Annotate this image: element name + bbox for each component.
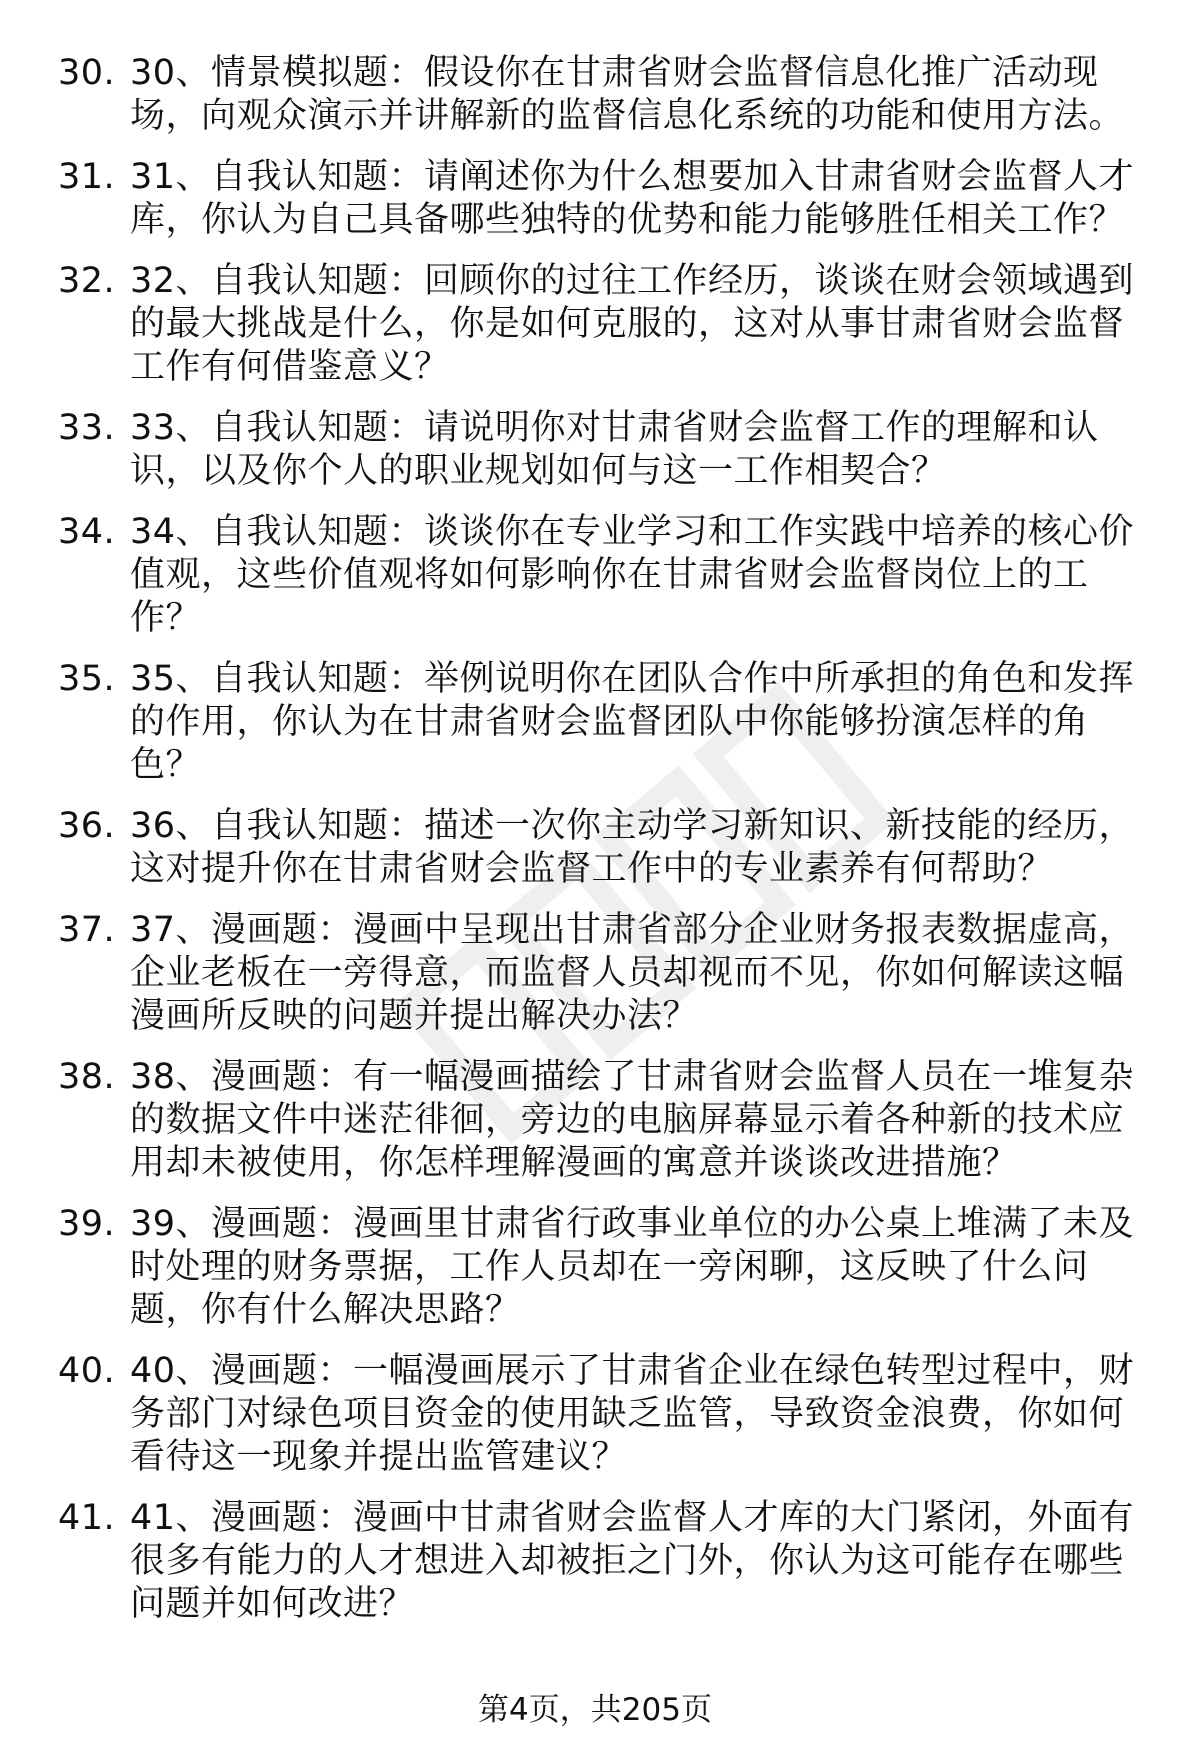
question-number: 40.: [58, 1351, 116, 1391]
question-item: [0, 52, 1190, 138]
question-text: 40、漫画题：一幅漫画展示了甘肃省企业在绿色转型过程中，财务部门对绿色项目资金的使用缺乏监管，导致资金浪费，你如何看待这一现象并提出监管建议？: [130, 1351, 1135, 1477]
question-text: 36、自我认知题：描述一次你主动学习新知识、新技能的经历，这对提升你在甘肃省财会监督工作中的专业素养有何帮助？: [130, 806, 1135, 889]
question-number: 41.: [58, 1498, 116, 1538]
question-text: 32、自我认知题：回顾你的过往工作经历，谈谈在财会领域遇到的最大挑战是什么，你是如何克服的，这对从事甘肃省财会监督工作有何借鉴意义？: [130, 261, 1135, 387]
question-number: 37.: [58, 910, 116, 950]
question-item: [0, 156, 1190, 242]
question-number: 32.: [58, 261, 116, 301]
question-number: 39.: [58, 1204, 116, 1244]
question-item: [0, 1203, 1190, 1332]
question-text: 39、漫画题：漫画里甘肃省行政事业单位的办公桌上堆满了未及时处理的财务票据，工作人员却在一旁闲聊，这反映了什么问题，你有什么解决思路？: [130, 1204, 1135, 1330]
question-item: [0, 805, 1190, 891]
page-number: 第4页，共205页: [478, 1692, 712, 1728]
question-item: [0, 407, 1190, 493]
question-item: [0, 909, 1190, 1038]
question-item: [0, 1350, 1190, 1479]
question-text: 38、漫画题：有一幅漫画描绘了甘肃省财会监督人员在一堆复杂的数据文件中迷茫徘徊，旁边的电脑屏幕显示着各种新的技术应用却未被使用，你怎样理解漫画的寓意并谈谈改进措施？: [130, 1057, 1135, 1183]
question-text: 35、自我认知题：举例说明你在团队合作中所承担的角色和发挥的作用，你认为在甘肃省财会监督团队中你能够扮演怎样的角色？: [130, 659, 1135, 785]
question-item: [0, 511, 1190, 640]
question-text: 31、自我认知题：请阐述你为什么想要加入甘肃省财会监督人才库，你认为自己具备哪些独特的优势和能力能够胜任相关工作？: [130, 157, 1135, 240]
question-number: 34.: [58, 512, 116, 552]
question-text: 33、自我认知题：请说明你对甘肃省财会监督工作的理解和认识，以及你个人的职业规划如何与这一工作相契合？: [130, 408, 1099, 491]
question-text: 34、自我认知题：谈谈你在专业学习和工作实践中培养的核心价值观，这些价值观将如何影响你在甘肃省财会监督岗位上的工作？: [130, 512, 1135, 638]
question-number: 33.: [58, 408, 116, 448]
question-item: [0, 1497, 1190, 1626]
question-item: [0, 1056, 1190, 1185]
question-number: 30.: [58, 53, 116, 93]
question-list: [0, 52, 1190, 1644]
question-item: [0, 658, 1190, 787]
question-text: 37、漫画题：漫画中呈现出甘肃省部分企业财务报表数据虚高，企业老板在一旁得意，而监督人员却视而不见，你如何解读这幅漫画所反映的问题并提出解决办法？: [130, 910, 1135, 1036]
question-number: 36.: [58, 806, 116, 846]
question-text: 30、情景模拟题：假设你在甘肃省财会监督信息化推广活动现场，向观众演示并讲解新的监督信息化系统的功能和使用方法。: [130, 53, 1125, 136]
question-number: 35.: [58, 659, 116, 699]
question-item: [0, 260, 1190, 389]
question-number: 31.: [58, 157, 116, 197]
question-text: 41、漫画题：漫画中甘肃省财会监督人才库的大门紧闭，外面有很多有能力的人才想进入却被拒之门外，你认为这可能存在哪些问题并如何改进？: [130, 1498, 1135, 1624]
question-number: 38.: [58, 1057, 116, 1097]
